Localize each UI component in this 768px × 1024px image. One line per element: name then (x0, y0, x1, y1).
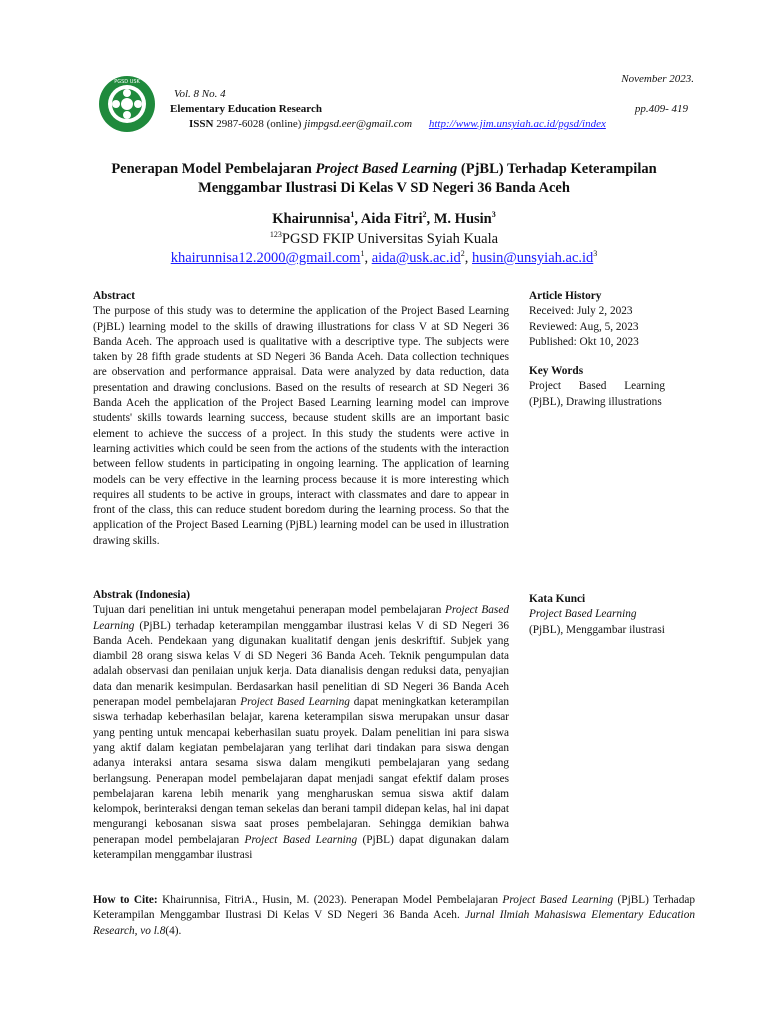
author-name: M. Husin (433, 210, 492, 227)
kata-kunci (529, 592, 665, 638)
email-sup: 3 (593, 249, 598, 258)
cite-italic: Project Based Learning (502, 894, 614, 906)
abstract-section (93, 289, 509, 549)
abstrak-text-part: Tujuan dari penelitian ini untuk mengetahui penerapan model pembelajaran (93, 604, 445, 617)
email-sup: 1 (360, 249, 365, 258)
article-history-heading: Article History (529, 290, 602, 302)
author-sup: 3 (491, 210, 496, 219)
email-link[interactable]: khairunnisa12.2000@gmail.com (170, 249, 361, 266)
abstrak-section (93, 588, 509, 863)
issn-label: ISSN (189, 118, 214, 130)
publication-date: November 2023. (621, 73, 694, 85)
affiliation-sup: 123 (269, 230, 282, 239)
title-text: (PjBL) Terhadap Keterampilan (457, 161, 657, 177)
title-text: Penerapan Model Pembelajaran (111, 161, 316, 177)
reviewed-date: Reviewed: Aug, 5, 2023 (529, 320, 639, 333)
published-date: Published: Okt 10, 2023 (529, 335, 639, 348)
cite-text: (PjBL) Terhadap Keterampilan Menggambar Ilustrasi Di Kelas V SD Negeri 36 Banda Aceh. (93, 894, 696, 922)
cite-label: How to Cite: (93, 894, 158, 906)
abstrak-text-part: (PjBL) terhadap keterampilan menggambar ilustrasi kelas V di SD Negeri 36 Banda Aceh. Pendekaan yang digunakan kualitatif dengan jenis deskriftif. Subjek yang diambil 28 orang siswa kelas V di SD Negeri 36 Banda Aceh. Teknik pengumpulan data adalah observasi dan penilaian unjuk kerja. Data dianalisis dengan reduksi data, penyajian data dan menarik kesimpulan. Berdasarkan hasil penelitian di SD Negeri 36 Banda Aceh penerapan model pembelajaran (93, 619, 509, 709)
email-link[interactable]: aida@usk.ac.id (371, 249, 461, 266)
how-to-cite (93, 893, 695, 939)
abstrak-italic: Project Based Learning (244, 833, 358, 846)
abstrak-italic: Project Based Learning (240, 696, 350, 709)
abstrak-italic: Project Based Learning (93, 604, 509, 632)
abstract-heading: Abstract (93, 290, 136, 302)
email-link[interactable]: husin@unsyiah.ac.id (472, 249, 594, 266)
abstrak-heading: Abstrak (Indonesia) (93, 589, 190, 601)
kata-kunci-rest: (PjBL), Menggambar ilustrasi (529, 623, 665, 636)
issn-value: 2987-6028 (online) (216, 118, 302, 130)
cite-text: Khairunnisa, FitriA., Husin, M. (2023). Penerapan Model Pembelajaran (157, 894, 503, 906)
abstrak-text-part: (PjBL) dapat digunakan dalam keterampilan menggambar ilustrasi (93, 833, 510, 862)
author-name: Khairunnisa (272, 210, 351, 227)
journal-email: jimpgsd.eer@gmail.com (304, 118, 413, 130)
journal-url-link[interactable]: http://www.jim.unsyiah.ac.id/pgsd/index (428, 118, 606, 130)
abstract-text: The purpose of this study was to determine the application of the Project Based Learning (PjBL) learning model to the skills of drawing illustrations for class V at SD Negeri 36 Banda Aceh. The approach used is qualitative with a descriptive type. The subjects were taken by 28 fifth grade students at SD Negeri 36 Banda Aceh. Data collection techniques are observation and performance appraisal. Data were analyzed by data reduction, data presentation and drawing conclusions. Based on the results of research at SD Negeri 36 Banda Aceh the application of the Project Based Learning learning model can improve students' skills towards learning success, because student skills are an important basic element to achieve the success of a project. In this study the students were active in learning activities which could be seen from the actions of the students with the interaction between fellow students in participating in ongoing learning. The application of learning models can be very effective in the learning process because it is more interesting which requires all students to be active in groups, interact with classmates and dare to appear in front of the class, this can reduce student boredom during the learning process. So that the application of the Project Based Learning (PjBL) learning model can be used in illustration drawing skills. (93, 305, 509, 547)
author-sup: 1 (350, 210, 355, 219)
key-words-heading: Key Words (529, 365, 584, 377)
title-line-2: Menggambar Ilustrasi Di Kelas V SD Negeri 36 Banda Aceh (198, 180, 570, 196)
page-range: pp.409- 419 (634, 103, 688, 115)
issn-line (189, 116, 606, 132)
author-sup: 2 (422, 210, 427, 219)
received-date: Received: July 2, 2023 (529, 305, 633, 318)
author-list: Khairunnisa$^1$, Aida Fitri$^2$, M. Husin$^3$ (272, 210, 496, 227)
email-sup: 2 (460, 249, 465, 258)
author-emails: khairunnisa12.2000@gmail.com$^1$, $aida@usk.ac.id^2$, $husin@unsyiah.ac.id^3$ (170, 249, 598, 266)
cite-text: (4). (165, 924, 182, 937)
kata-kunci-italic: Project Based Learning (529, 608, 637, 621)
affiliation (0, 230, 768, 248)
volume-issue: Vol. 8 No. 4 (174, 88, 226, 100)
abstrak-text (93, 603, 509, 863)
title-italic: Project Based Learning (315, 161, 458, 177)
cite-journal: Jurnal Ilmiah Mahasiswa Elementary Education Research, vo l.8 (93, 909, 695, 937)
abstrak-text-part: dapat meningkatkan keterampilan siswa terhadap keberhasilan belajar, karena keterampilan siswa merupakan unsur dasar yang penting untuk mencapai keberhasilan suatu proyek. Dalam penelitian ini para siswa yang aktif dalam kegiatan pembelajaran yang terlihat dari tindakan para siswa dengan adanya interaksi antara sesama siswa dalam mengikuti pembelajaran yang sedang berlangsung. Penerapan model pembelajaran dapat menjadi sangat efektif dalam proses pembelajaran karena lebih menarik yang mengharuskan semua siswa aktif dalam kelompok, berinteraksi dengan teman sekelas dan berani tampil didepan kelas, hal ini dapat mengurangi kebosanan siswa saat proses pembelajaran. Sehingga demikian bahwa penerapan model pembelajaran (93, 696, 510, 846)
kata-kunci-text (529, 607, 665, 638)
article-history (529, 289, 665, 350)
author-name: Aida Fitri (360, 210, 423, 227)
journal-logo (98, 75, 156, 133)
key-words (529, 364, 665, 410)
paper-title (70, 160, 698, 198)
kata-kunci-heading: Kata Kunci (529, 593, 586, 605)
logo-text: PGSD USK (114, 79, 140, 85)
journal-name: Elementary Education Research (170, 103, 322, 115)
key-words-text: Project Based Learning (PjBL), Drawing illustrations (529, 380, 665, 408)
affiliation-text: PGSD FKIP Universitas Syiah Kuala (281, 230, 499, 247)
